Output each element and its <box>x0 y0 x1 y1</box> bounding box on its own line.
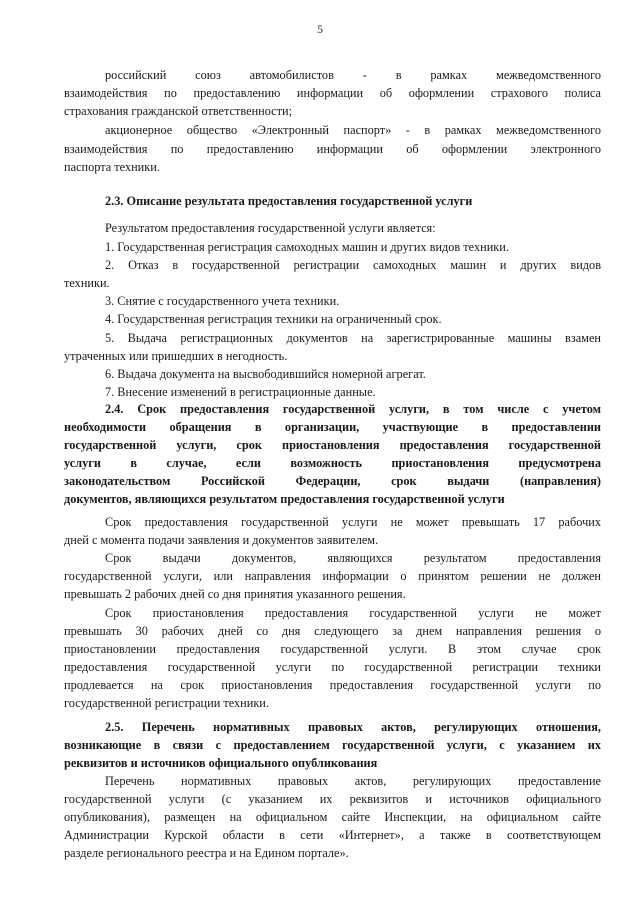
section-heading: реквизитов и источников официального опубликования <box>64 756 378 770</box>
list-item: 6. Выдача документа на высвободившийся номерной агрегат. <box>105 367 426 381</box>
text-line: утраченных или пришедших в негодность. <box>64 349 288 363</box>
section-heading: необходимости обращения в организации, участвующие в предоставлении <box>64 420 601 434</box>
text-line: государственной регистрации техники. <box>64 696 269 710</box>
section-heading: услуги в случае, если возможность приостановления предусмотрена <box>64 456 601 470</box>
text-line: Срок предоставления государственной услуги не может превышать 17 рабочих <box>105 515 601 529</box>
text-line: техники. <box>64 276 110 290</box>
text-line: предоставления государственной услуги по государственной регистрации техники <box>64 660 601 674</box>
text-line: акционерное общество «Электронный паспорт» - в рамках межведомственного <box>105 123 601 137</box>
text-line: опубликования), размещен на официальном сайте Инспекции, на официальном сайте <box>64 810 601 824</box>
list-item: 1. Государственная регистрация самоходных машин и других видов техники. <box>105 240 509 254</box>
section-heading: законодательством Российской Федерации, срок выдачи (направления) <box>64 474 601 488</box>
text-line: приостановлении предоставления государственной услуги. В этом случае срок <box>64 642 601 656</box>
section-heading: возникающие в связи с предоставлением государственной услуги, с указанием их <box>64 738 601 752</box>
text-line: дней с момента подачи заявления и документов заявителем. <box>64 533 379 547</box>
text-line: государственной услуги (с указанием их реквизитов и источников официального <box>64 792 601 806</box>
list-item: 4. Государственная регистрация техники на ограниченный срок. <box>105 312 442 326</box>
text-line: превышать 2 рабочих дней со дня принятия указанного решения. <box>64 587 406 601</box>
section-heading: 2.5. Перечень нормативных правовых актов, регулирующих отношения, <box>105 720 601 734</box>
list-item: 2. Отказ в государственной регистрации самоходных машин и других видов <box>105 258 601 272</box>
text-line: государственной услуги, или направления информации о принятом решении не должен <box>64 569 601 583</box>
text-line: Результатом предоставления государственной услуги является: <box>105 221 436 235</box>
text-line: превышать 30 рабочих дней со дня следующего за днем направления решения о <box>64 624 601 638</box>
list-item: 5. Выдача регистрационных документов на зарегистрированные машины взамен <box>105 331 601 345</box>
text-line: продлевается на срок приостановления предоставления государственной услуги по <box>64 678 601 692</box>
section-heading: государственной услуги, срок приостановления предоставления государственной <box>64 438 601 452</box>
text-line: Срок приостановления предоставления государственной услуги не может <box>105 606 601 620</box>
section-heading: 2.4. Срок предоставления государственной услуги, в том числе с учетом <box>105 402 601 416</box>
text-line: страхования гражданской ответственности; <box>64 104 293 118</box>
list-item: 7. Внесение изменений в регистрационные данные. <box>105 385 376 399</box>
text-line: взаимодействия по предоставлению информации об оформлении электронного <box>64 142 601 156</box>
text-line: Администрации Курской области в сети «Интернет», а также в соответствующем <box>64 828 601 842</box>
page-number: 5 <box>317 22 323 36</box>
text-line: Перечень нормативных правовых актов, регулирующих предоставление <box>105 774 601 788</box>
section-heading: документов, являющихся результатом предоставления государственной услуги <box>64 492 505 506</box>
section-heading: 2.3. Описание результата предоставления государственной услуги <box>105 194 473 208</box>
text-line: Срок выдачи документов, являющихся результатом предоставления <box>105 551 601 565</box>
text-line: разделе регионального реестра и на Едином портале». <box>64 846 349 860</box>
text-line: паспорта техники. <box>64 160 160 174</box>
list-item: 3. Снятие с государственного учета техники. <box>105 294 340 308</box>
text-line: российский союз автомобилистов - в рамках межведомственного <box>105 68 601 82</box>
text-line: взаимодействия по предоставлению информации об оформлении страхового полиса <box>64 86 601 100</box>
